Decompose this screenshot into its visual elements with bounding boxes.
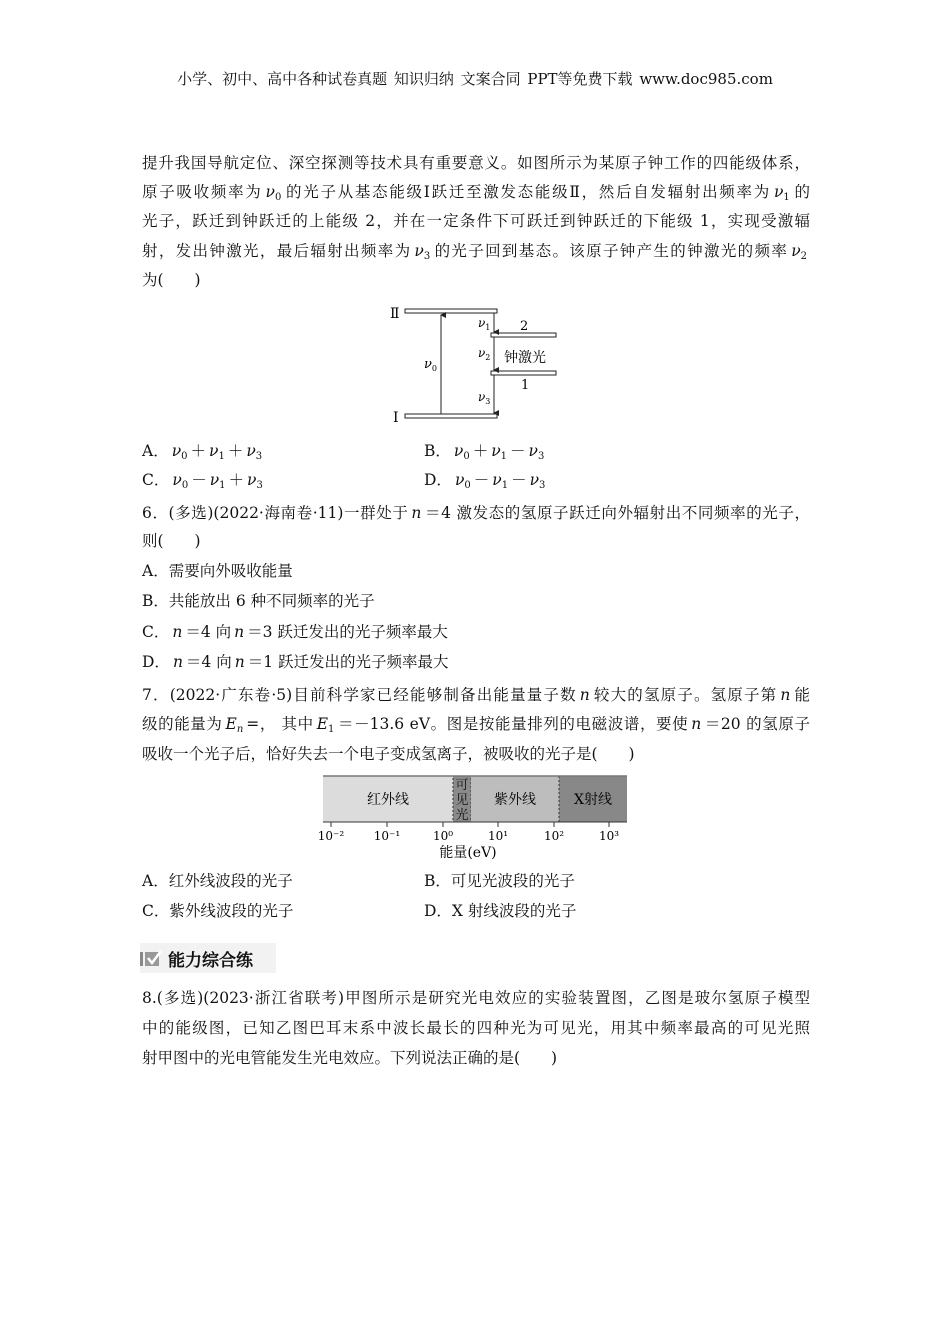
option-b: B．可见光波段的光子 (424, 872, 575, 890)
math-symbol (226, 715, 244, 733)
symbol: ν (453, 442, 464, 460)
text-segment: ＋ (472, 442, 489, 460)
page-header: 小学、初中、高中各种试卷真题 知识归纳 文案合同 PPT等免费下载 www.doc985.com (177, 70, 773, 88)
option-d (142, 651, 810, 673)
subscript: 1 (501, 480, 509, 491)
text-segment: 光子，跃迁到钟跃迁的上能级 2，并在一定条件下可跃迁到钟跃迁的下能级 1，实现受激辐 (142, 212, 810, 230)
text-segment: B． (424, 442, 451, 460)
text-segment: ＝4 向 (185, 623, 232, 641)
symbol: n (172, 623, 183, 641)
math-symbol (172, 623, 182, 641)
text-segment: 6．(多选)(2022·海南卷·11)一群处于 (142, 504, 409, 522)
symbol: ν (246, 442, 256, 460)
math-symbol (691, 715, 701, 733)
option-c (142, 621, 810, 643)
symbol: ν (171, 442, 182, 460)
text-segment: 级的能量为 (142, 715, 223, 733)
section-heading (140, 943, 276, 973)
math-symbol (780, 686, 790, 704)
math-symbol (411, 504, 421, 522)
text-segment: 吸收一个光子后，恰好失去一个电子变成氢离子，被吸收的光子是( ) (142, 745, 635, 763)
band-label: 红外线 (367, 792, 409, 808)
text-segment: ＋ (228, 471, 245, 489)
nu3-label: $\nu_3$ (478, 390, 491, 406)
em-spectrum-figure (0, 760, 950, 870)
symbol: n (780, 686, 791, 704)
math-symbol (172, 442, 188, 460)
subscript: 2 (800, 251, 807, 262)
text-segment: 较大的氢原子。氢原子第 (592, 686, 778, 704)
math-symbol (455, 471, 471, 489)
subscript: 1 (219, 480, 226, 491)
option-a: A．红外线波段的光子 (142, 872, 293, 890)
level-II-bar (405, 309, 497, 313)
math-symbol (530, 471, 546, 489)
symbol: ν (247, 471, 257, 489)
symbol: n (691, 715, 702, 733)
text-segment: 则( ) (142, 532, 201, 550)
math-symbol (173, 653, 183, 671)
symbol: ν (773, 183, 784, 201)
tick-label: 10³ (598, 829, 620, 843)
tick-label: 10¹ (487, 829, 509, 843)
nu1-label: $\nu_1$ (478, 316, 491, 332)
math-symbol (209, 442, 225, 460)
option-b (142, 590, 810, 612)
math-symbol (246, 442, 262, 460)
text-segment: D． (424, 471, 452, 489)
symbol: E (225, 715, 237, 733)
text-segment: ＝4 向 (185, 653, 232, 671)
math-symbol (580, 686, 590, 704)
band-label: 光 (455, 808, 469, 823)
text-segment: 7．(2022·广东卷·5)目前科学家已经能够制备出能量量子数 (142, 686, 577, 704)
subscript: 0 (464, 480, 471, 491)
band-label: 紫外线 (494, 792, 536, 808)
symbol: ν (528, 442, 538, 460)
text-line (142, 1017, 810, 1039)
symbol: ν (265, 183, 275, 201)
subscript: 3 (423, 251, 431, 262)
text-segment: B．共能放出 6 种不同频率的光子 (142, 592, 375, 610)
subscript: 0 (181, 480, 189, 491)
text-segment: － (473, 471, 490, 489)
text-segment: ＝20 的氢原子 (704, 715, 810, 733)
subscript: 3 (256, 480, 263, 491)
math-symbol (172, 471, 188, 489)
text-segment: 提升我国导航定位、深空探测等技术具有重要意义。如图所示为某原子钟工作的四能级体系， (142, 154, 810, 172)
text-line (142, 987, 810, 1009)
level-I-label: Ⅰ (393, 410, 399, 426)
text-line (142, 684, 810, 706)
text-line (142, 502, 810, 524)
subscript: 1 (218, 451, 225, 462)
level-II-label: Ⅱ (390, 306, 400, 322)
math-symbol (234, 623, 244, 641)
subscript: 0 (274, 192, 282, 203)
level-I-bar (405, 414, 497, 418)
nu0-label: $\nu_0$ (424, 357, 437, 373)
math-symbol (454, 442, 470, 460)
math-symbol (317, 715, 335, 733)
math-symbol (235, 653, 245, 671)
text-segment: 能 (793, 686, 810, 704)
symbol: ν (209, 442, 219, 460)
math-symbol (492, 471, 508, 489)
text-segment: =， 其中 (246, 715, 314, 733)
option-d: D．X 射线波段的光子 (424, 902, 577, 920)
math-symbol (529, 442, 545, 460)
level-1-bar (491, 371, 556, 375)
text-segment: ＝3 跃迁发出的光子频率最大 (247, 623, 448, 641)
symbol: ν (209, 471, 220, 489)
text-segment: － (191, 471, 207, 489)
nu2-label: $\nu_2$ (478, 346, 491, 362)
text-segment: 为( ) (142, 271, 201, 289)
text-segment: － (511, 471, 527, 489)
subscript: 3 (537, 451, 545, 462)
symbol: n (172, 653, 183, 671)
symbol: ν (454, 471, 465, 489)
text-segment: ＝1 跃迁发出的光子频率最大 (247, 653, 449, 671)
symbol: n (411, 504, 422, 522)
text-segment: C． (142, 471, 170, 489)
text-segment: A． (142, 442, 169, 460)
text-segment: 中的能级图，已知乙图巴耳末系中波长最长的四种光为可见光，用其中频率最高的可见光照 (142, 1019, 810, 1037)
option-c: C．紫外线波段的光子 (142, 902, 294, 920)
text-segment: ＋ (190, 442, 207, 460)
math-symbol (210, 471, 226, 489)
text-segment: ＝－13.6 eV。图是按能量排列的电磁波谱，要使 (337, 715, 689, 733)
band-label: 见 (455, 793, 469, 808)
subscript: 1 (500, 451, 508, 462)
text-segment: 的光子回到基态。该原子钟产生的钟激光的频率 (433, 242, 789, 260)
symbol: E (316, 715, 329, 733)
text-segment: 射甲图中的光电管能发生光电效应。下列说法正确的是( ) (142, 1049, 558, 1067)
text-segment: 射，发出钟激光，最后辐射出频率为 (142, 242, 412, 260)
option-c (142, 469, 266, 497)
text-segment: C． (142, 623, 170, 641)
energy-level-diagram (0, 0, 950, 440)
checkbox-icon (140, 948, 162, 968)
symbol: ν (172, 471, 182, 489)
symbol: ν (791, 242, 801, 260)
clock-laser-label: 钟激光 (504, 350, 546, 366)
symbol: ν (491, 442, 501, 460)
text-line (142, 530, 810, 552)
option-d (424, 469, 548, 497)
subscript: n (236, 724, 244, 735)
subscript: 3 (539, 480, 546, 491)
subscript: 1 (783, 192, 790, 203)
symbol: n (579, 686, 590, 704)
level-2-label: 2 (520, 319, 529, 334)
subscript: 1 (328, 724, 335, 735)
tick-label: 10⁻¹ (373, 829, 401, 843)
math-symbol (247, 471, 263, 489)
tick-label: 10⁻² (317, 829, 345, 843)
symbol: ν (414, 242, 424, 260)
level-1-label: 1 (521, 378, 530, 393)
option-a (142, 440, 265, 468)
tick-label: 10⁰ (432, 829, 454, 843)
text-segment: ＝4 激发态的氢原子跃迁向外辐射出不同频率的光子， (424, 504, 810, 522)
text-segment: A．需要向外吸收能量 (142, 562, 293, 580)
symbol: n (234, 653, 245, 671)
math-symbol (491, 442, 507, 460)
section-title: 能力综合练 (168, 950, 253, 971)
symbol: n (234, 623, 245, 641)
text-segment: 的 (792, 183, 810, 201)
band-label: 可 (455, 778, 469, 793)
text-segment: 原子吸收频率为 (142, 183, 263, 201)
text-line (142, 713, 810, 741)
symbol: ν (492, 471, 502, 489)
symbol: ν (529, 471, 540, 489)
text-segment: 8.(多选)(2023·浙江省联考)甲图所示是研究光电效应的实验装置图，乙图是玻尔氢原子模型 (142, 989, 810, 1007)
tick-label: 10² (543, 829, 565, 843)
axis-label: 能量(eV) (439, 845, 497, 861)
subscript: 3 (255, 451, 263, 462)
subscript: 0 (463, 451, 470, 462)
option-a (142, 560, 810, 582)
text-segment: 的光子从基态能级Ⅰ跃迁至激发态能级Ⅱ，然后自发辐射出频率为 (284, 183, 771, 201)
text-segment: D． (142, 653, 170, 671)
option-b (424, 440, 547, 468)
band-label: X射线 (574, 792, 612, 808)
text-segment: － (510, 442, 526, 460)
text-segment: ＋ (227, 442, 244, 460)
subscript: 0 (181, 451, 188, 462)
text-line (142, 1047, 810, 1069)
